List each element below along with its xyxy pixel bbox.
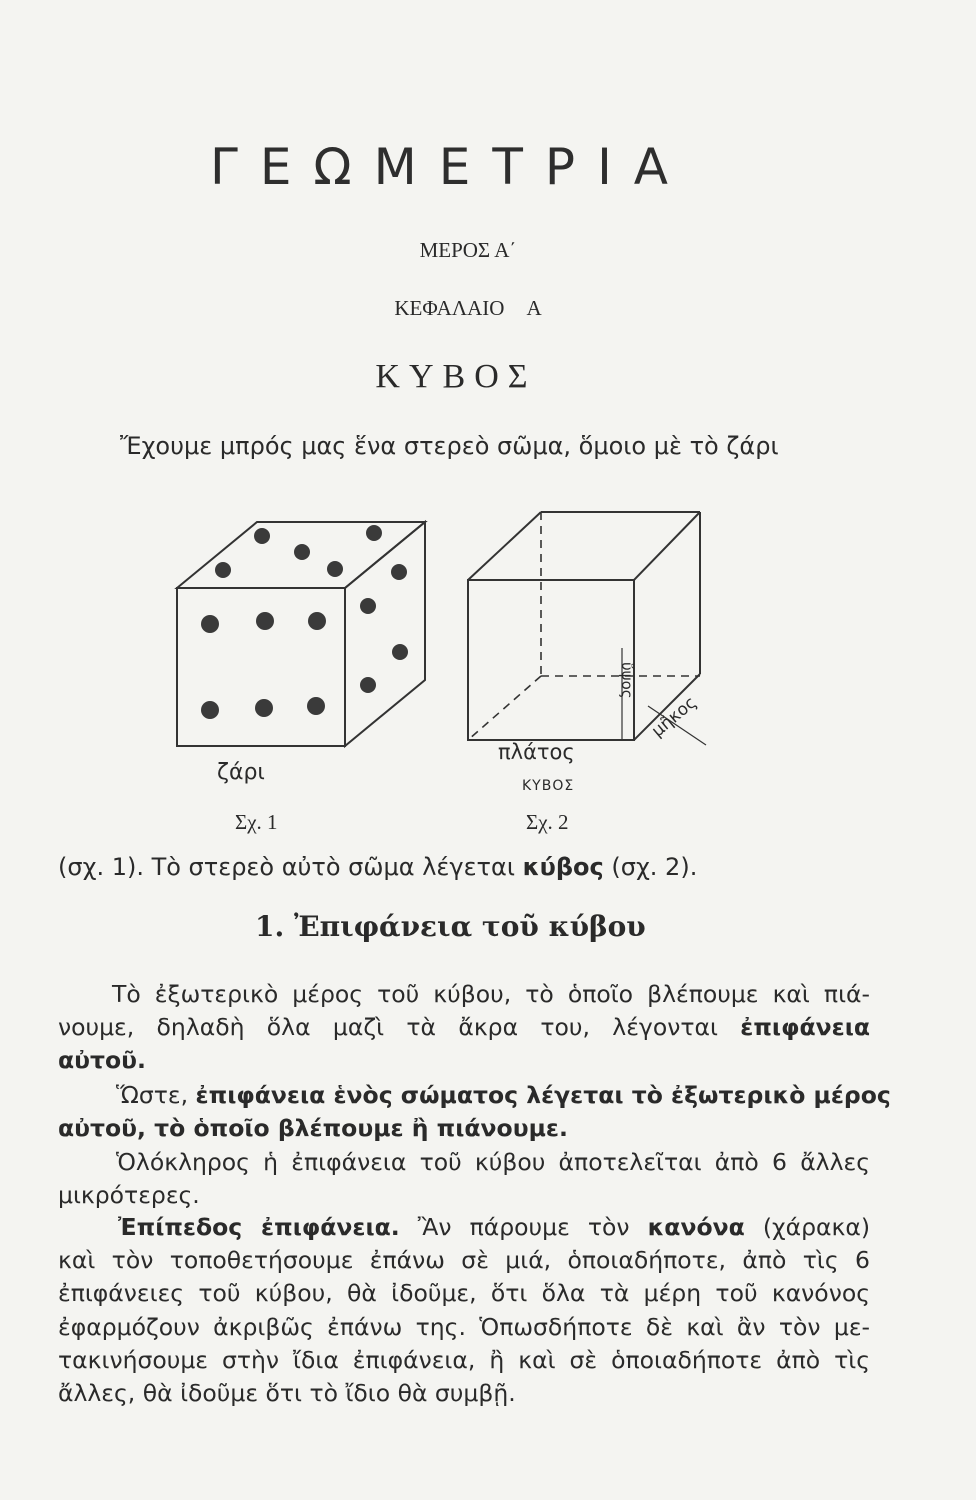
- intro-line: Ἔχουμε μπρός μας ἕνα στερεὸ σῶμα, ὅμοιο μὲ τὸ ζάρι: [120, 432, 779, 460]
- pip: [294, 544, 310, 560]
- figure2-caption: Σχ. 2: [526, 810, 569, 834]
- dice-pips: [201, 525, 408, 719]
- para4-line3: ἐπιφάνειες τοῦ κύβου, θὰ ἰδοῦμε, ὅτι ὅλα τὰ μέρη τοῦ κανόνος: [58, 1279, 870, 1307]
- pip: [366, 525, 382, 541]
- dice-side-face: [345, 522, 425, 746]
- chapter-heading: ΚΕΦΑΛΑΙΟ Α: [394, 296, 542, 320]
- cube-front-face: [468, 580, 634, 740]
- pip: [201, 701, 219, 719]
- para2-line1: Ὥστε, ἐπιφάνεια ἑνὸς σώματος λέγεται τὸ ἐξωτερικὸ μέρος: [116, 1081, 891, 1109]
- width-label: πλάτος: [498, 740, 575, 764]
- dice-front-face: [177, 588, 345, 746]
- section-title: 1. Ἐπιφάνεια τοῦ κύβου: [255, 910, 646, 943]
- para3-line2: μικρότερες.: [58, 1181, 200, 1209]
- pip: [327, 561, 343, 577]
- subject-heading: ΚΥΒΟΣ: [375, 358, 537, 395]
- para4-line4: ἐφαρμόζουν ἀκριβῶς ἐπάνω της. Ὁπωσδήποτε δὲ καὶ ἂν τὸν με-: [58, 1313, 870, 1341]
- definition-line: (σχ. 1). Τὸ στερεὸ αὐτὸ σῶμα λέγεται κύβος (σχ. 2).: [58, 853, 698, 881]
- pip: [255, 699, 273, 717]
- para1-line2: νουμε, δηλαδὴ ὅλα μαζὶ τὰ ἄκρα του, λέγονται ἐπιφάνεια: [58, 1013, 870, 1041]
- pip: [391, 564, 407, 580]
- cube-name-label: ΚΥΒΟΣ: [522, 778, 575, 794]
- pip: [307, 697, 325, 715]
- term-kyvos: κύβος: [522, 853, 604, 881]
- dice-label: ζάρι: [217, 760, 265, 785]
- part-heading: ΜΕΡΟΣ Α΄: [419, 238, 517, 262]
- page-title: ΓΕΩΜΕΤΡΙΑ: [209, 138, 691, 196]
- length-label: μῆκος: [648, 692, 701, 742]
- pip: [201, 615, 219, 633]
- pip: [256, 612, 274, 630]
- pip: [392, 644, 408, 660]
- para1-line3: αὐτοῦ.: [58, 1046, 146, 1074]
- pip: [254, 528, 270, 544]
- pip: [215, 562, 231, 578]
- height-label: ὕψος: [618, 662, 636, 699]
- para1-line1: Τὸ ἐξωτερικὸ μέρος τοῦ κύβου, τὸ ὁποῖο βλέπουμε καὶ πιά-: [112, 980, 870, 1008]
- pip: [360, 598, 376, 614]
- figure1-caption: Σχ. 1: [235, 810, 278, 834]
- para2-line2: αὐτοῦ, τὸ ὁποῖο βλέπουμε ἢ πιάνουμε.: [58, 1114, 568, 1142]
- para4-line5: τακινήσουμε στὴν ἴδια ἐπιφάνεια, ἢ καὶ σὲ ὁποιαδήποτε ἀπὸ τὶς: [58, 1346, 870, 1374]
- pip: [308, 612, 326, 630]
- para4-line2: καὶ τὸν τοποθετήσουμε ἐπάνω σὲ μιά, ὁποιαδήποτε, ἀπὸ τὶς 6: [58, 1246, 870, 1274]
- para4-line1: Ἐπίπεδος ἐπιφάνεια. Ἂν πάρουμε τὸν κανόνα (χάρακα): [118, 1213, 870, 1241]
- pip: [360, 677, 376, 693]
- para3-line1: Ὁλόκληρος ἡ ἐπιφάνεια τοῦ κύβου ἀποτελεῖται ἀπὸ 6 ἄλλες: [116, 1148, 870, 1176]
- para4-line6: ἄλλες, θὰ ἰδοῦμε ὅτι τὸ ἴδιο θὰ συμβῇ.: [58, 1379, 516, 1407]
